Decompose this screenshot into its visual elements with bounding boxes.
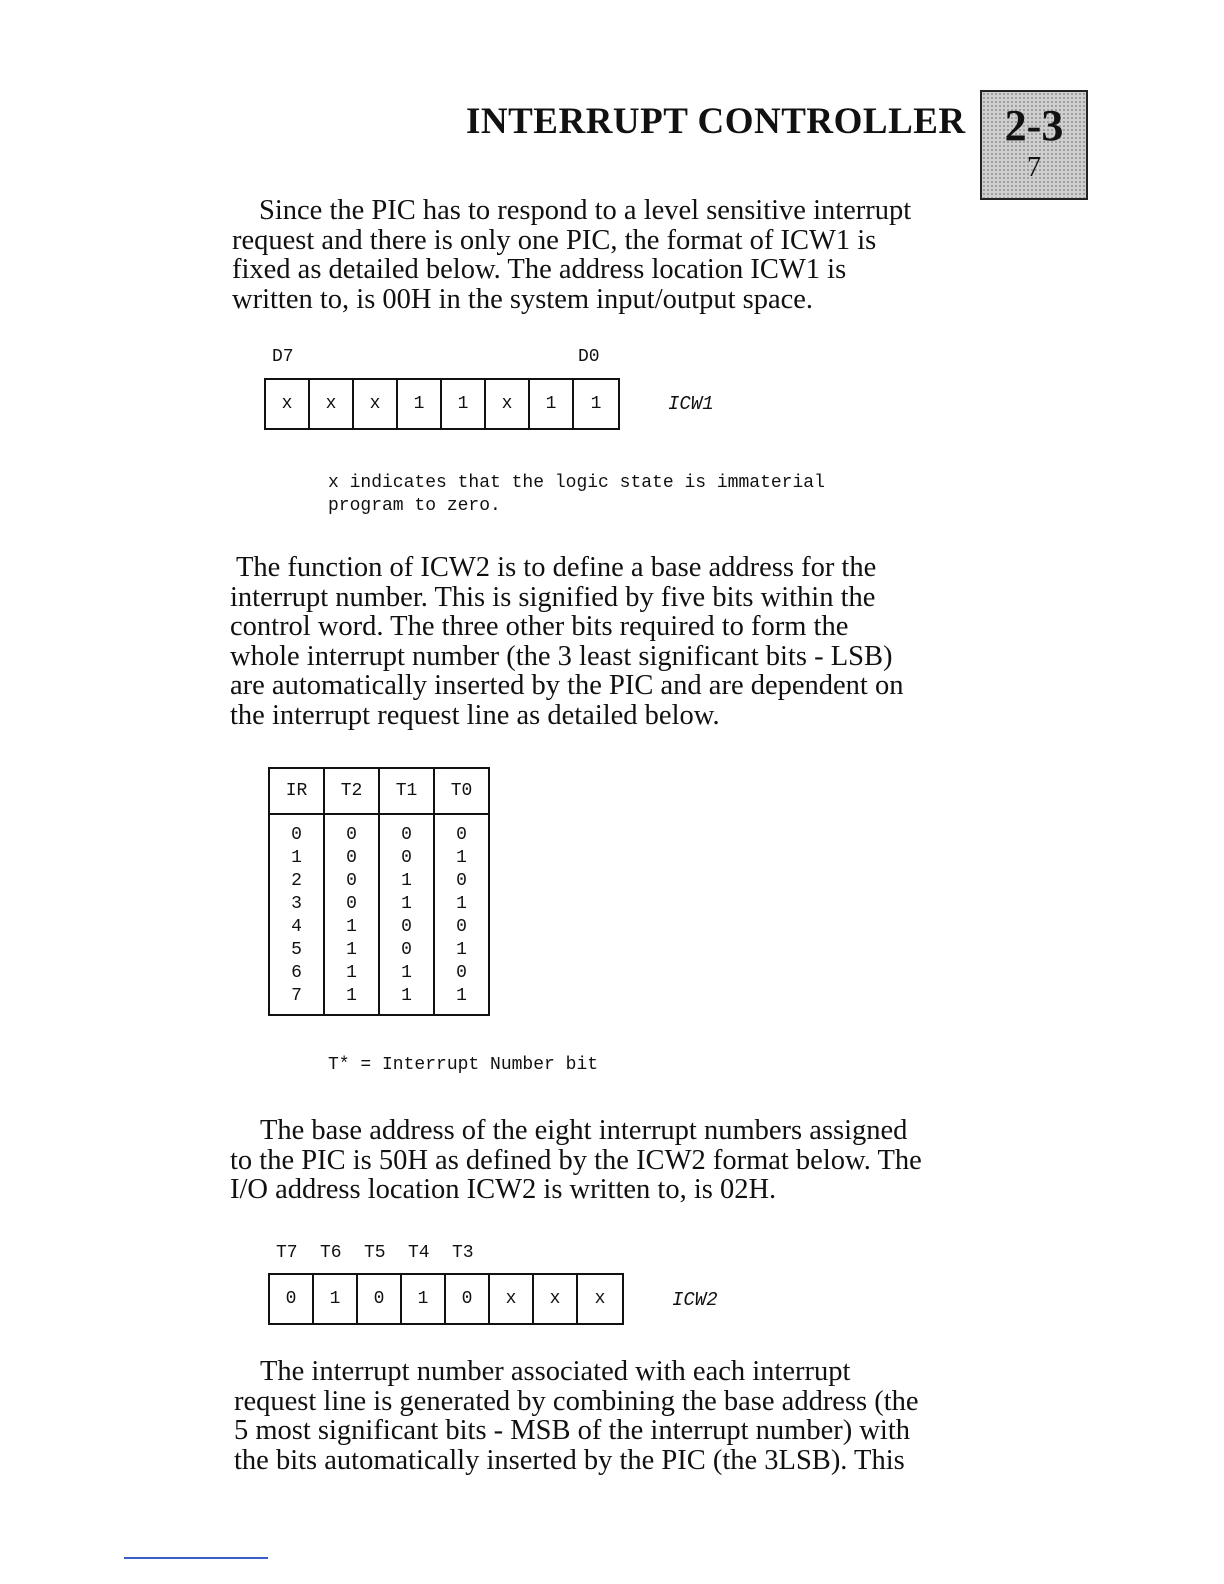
text-line: control word. The three other bits required to form the	[230, 611, 849, 642]
section-page: 7	[1027, 152, 1041, 183]
table-cell: 1	[434, 939, 489, 962]
icw1-lsb-label: D0	[578, 347, 600, 367]
table-cell: 2	[291, 871, 302, 891]
table-cell: 1	[324, 939, 379, 962]
icw2-bit-label-t7: T7	[276, 1243, 298, 1263]
icw1-bit-d2: x	[486, 380, 530, 428]
icw2-bit-t6: 1	[314, 1275, 358, 1323]
table-cell: 0	[434, 962, 489, 985]
text-line: written to, is 00H in the system input/output space.	[232, 283, 814, 315]
ir-table-note: T* = Interrupt Number bit	[328, 1055, 599, 1075]
note-line: program to zero.	[328, 496, 501, 516]
table-cell: 7	[291, 986, 302, 1006]
text-line: are automatically inserted by the PIC and are dependent on	[230, 670, 904, 701]
text-line: The function of ICW2 is to define a base address for the	[236, 552, 877, 583]
footer-rule	[124, 1557, 268, 1559]
table-cell: 4	[291, 917, 302, 937]
icw1-bit-d1: 1	[530, 380, 574, 428]
table-cell: 1	[324, 985, 379, 1015]
table-cell: 1	[324, 962, 379, 985]
text-line: fixed as detailed below. The address location ICW1 is	[232, 254, 847, 285]
icw2-bit-t3: 0	[446, 1275, 490, 1323]
table-row	[269, 962, 489, 985]
table-cell: 0	[379, 916, 434, 939]
text-line: whole interrupt number (the 3 least significant bits - LSB)	[230, 640, 893, 672]
table-row	[269, 814, 489, 847]
table-cell: 5	[291, 940, 302, 960]
table-cell: 1	[379, 893, 434, 916]
icw1-name: ICW1	[668, 393, 714, 415]
table-row	[269, 847, 489, 870]
ir-table-header	[269, 768, 489, 814]
ir-header: IR	[269, 768, 324, 814]
icw2-bit-label-t5: T5	[364, 1243, 386, 1263]
paragraph-base-address	[230, 1116, 922, 1205]
note-line: x indicates that the logic state is immaterial	[328, 473, 825, 493]
table-cell: 1	[434, 847, 489, 870]
t1-header: T1	[379, 768, 434, 814]
icw2-bit-label-t6: T6	[320, 1243, 342, 1263]
text-line: The base address of the eight interrupt numbers assigned	[260, 1115, 908, 1146]
icw2-bit-d2: x	[490, 1275, 534, 1323]
section-number: 2-3	[1004, 101, 1064, 150]
text-line: the interrupt request line as detailed below.	[230, 699, 720, 731]
icw1-bit-d0: 1	[590, 394, 602, 414]
table-cell: 1	[379, 962, 434, 985]
table-row	[269, 939, 489, 962]
icw2-bit-label-t4: T4	[408, 1243, 430, 1263]
icw1-register	[264, 378, 620, 430]
icw2-bit-d0: x	[594, 1289, 606, 1309]
text-line: request line is generated by combining the base address (the	[234, 1385, 919, 1417]
text-line: to the PIC is 50H as defined by the ICW2 format below. The	[230, 1144, 922, 1176]
table-cell: 0	[434, 870, 489, 893]
text-line: Since the PIC has to respond to a level sensitive interrupt	[259, 195, 912, 226]
icw1-bit-d7: x	[266, 380, 310, 428]
icw2-bit-t4: 1	[402, 1275, 446, 1323]
table-row	[269, 870, 489, 893]
icw1-bit-d6: x	[310, 380, 354, 428]
paragraph-icw2-function	[230, 553, 903, 730]
icw1-note	[328, 472, 825, 518]
table-cell: 0	[434, 814, 489, 847]
icw2-register	[268, 1273, 624, 1325]
icw1-bit-d4: 1	[398, 380, 442, 428]
table-cell: 1	[291, 848, 302, 868]
table-cell: 0	[324, 870, 379, 893]
table-cell: 0	[324, 847, 379, 870]
text-line: interrupt number. This is signified by five bits within the	[230, 581, 876, 613]
table-row	[269, 985, 489, 1015]
table-cell: 1	[434, 893, 489, 916]
text-line: I/O address location ICW2 is written to, is 02H.	[230, 1174, 777, 1205]
text-line: request and there is only one PIC, the format of ICW1 is	[232, 224, 877, 256]
table-cell: 0	[379, 939, 434, 962]
icw2-name: ICW2	[672, 1289, 718, 1311]
table-cell: 0	[324, 893, 379, 916]
paragraph-icw1	[232, 196, 911, 314]
table-cell: 1	[379, 870, 434, 893]
section-tab	[980, 90, 1088, 200]
text-line: the bits automatically inserted by the PIC (the 3LSB). This	[234, 1444, 905, 1476]
table-row	[269, 893, 489, 916]
text-line: The interrupt number associated with each interrupt	[260, 1356, 851, 1387]
table-cell: 1	[324, 916, 379, 939]
t0-header: T0	[434, 768, 489, 814]
table-cell: 0	[291, 825, 302, 845]
table-cell: 0	[324, 814, 379, 847]
icw2-bit-d1: x	[534, 1275, 578, 1323]
table-cell: 1	[434, 985, 489, 1015]
icw1-bit-d5: x	[354, 380, 398, 428]
table-cell: 0	[434, 916, 489, 939]
table-cell: 3	[291, 894, 302, 914]
icw2-bit-t7: 0	[270, 1275, 314, 1323]
table-cell: 0	[379, 814, 434, 847]
table-row	[269, 916, 489, 939]
ir-table	[268, 767, 490, 1016]
icw2-bit-label-t3: T3	[452, 1243, 474, 1263]
icw2-bit-t5: 0	[358, 1275, 402, 1323]
table-cell: 1	[379, 985, 434, 1015]
icw1-bit-d3: 1	[442, 380, 486, 428]
t2-header: T2	[324, 768, 379, 814]
table-cell: 6	[291, 963, 302, 983]
table-cell: 0	[379, 847, 434, 870]
paragraph-interrupt-number	[234, 1357, 919, 1475]
icw1-msb-label: D7	[272, 347, 294, 367]
text-line: 5 most significant bits - MSB of the interrupt number) with	[234, 1415, 911, 1446]
page-title: INTERRUPT CONTROLLER	[466, 101, 966, 142]
